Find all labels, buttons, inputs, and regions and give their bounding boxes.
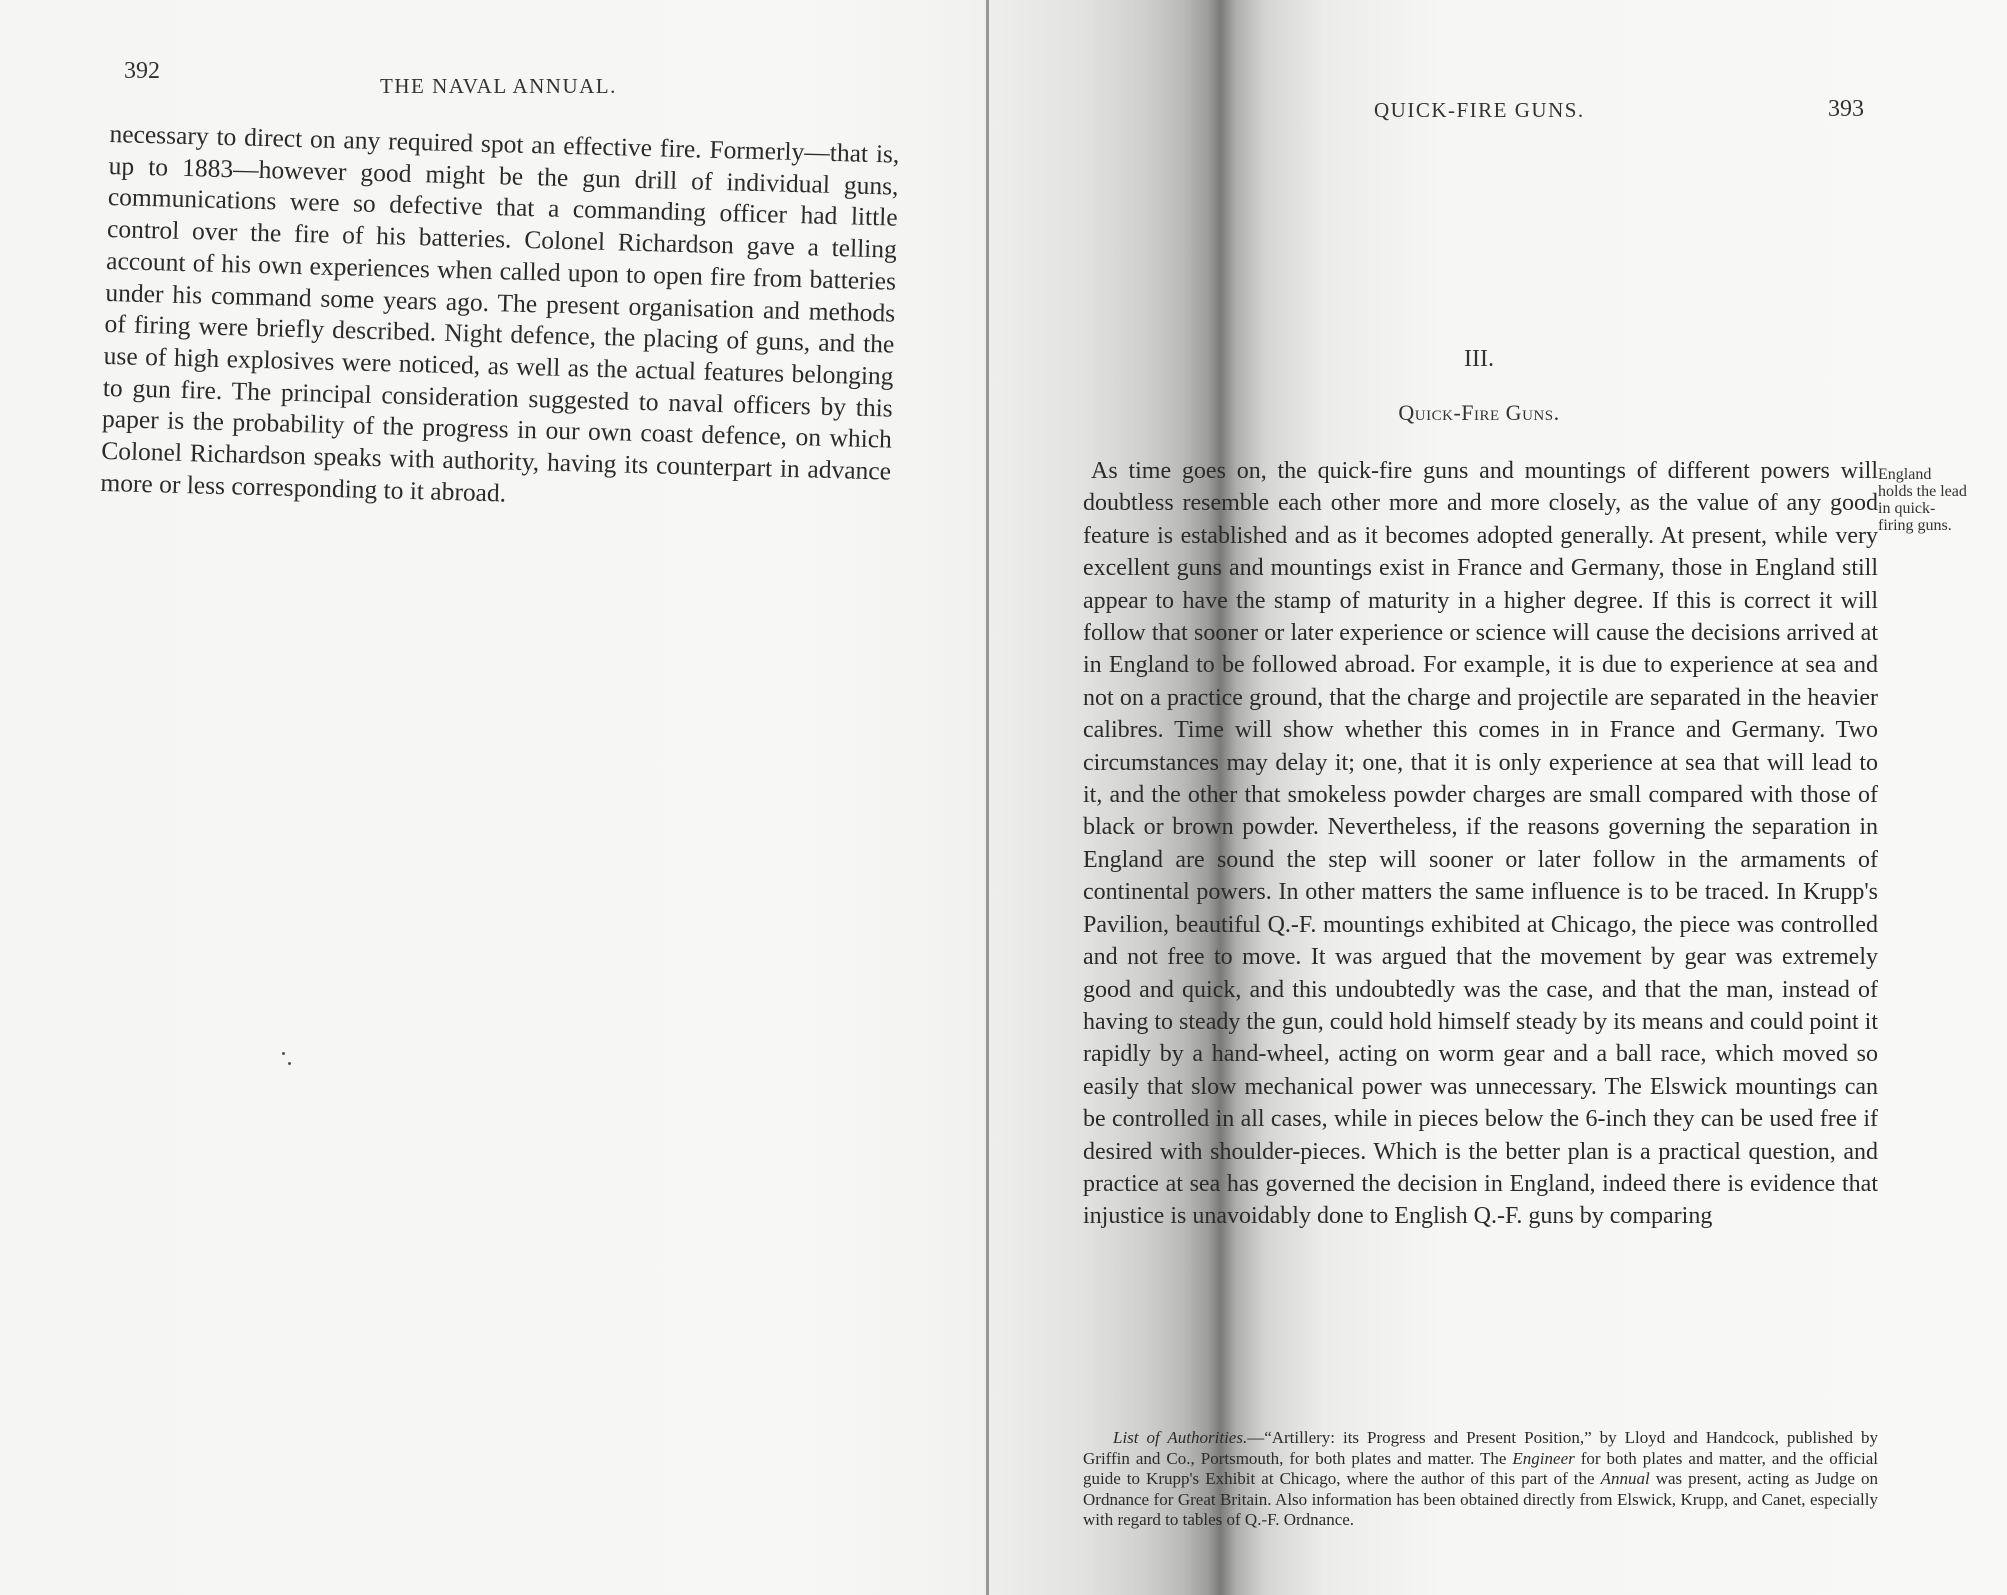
left-page [0,0,960,1595]
page-speck [288,1062,291,1065]
footnote-text-1: —“Artillery: its Progress and Present Position,” by Lloyd and Handcock, published by Griffin and Co., Portsmouth, for both plates and matter. The [1083,1428,1878,1468]
footnote-annual: Annual [1600,1469,1650,1488]
margin-note: England holds the lead in quick-firing guns. [1878,466,1967,534]
page-speck [282,1052,285,1055]
right-running-head: QUICK-FIRE GUNS. [1374,98,1585,122]
left-body-text: necessary to direct on any required spot an effective fire. Formerly—that is, up to 1883—however good might be the gun drill of individual guns, communications were so defective that a commanding officer had little control over the fire of his batteries. Colonel Richardson gave a telling account of his own experiences when called upon to open fire from batteries under his command some years ago. The present organisation and methods of firing were briefly described. Night defence, the placing of guns, and the use of high explosives were noticed, as well as the actual features belonging to gun fire. The principal consideration suggested to naval officers by this paper is the probability of the progress in our own coast defence, on which Colonel Richardson speaks with authority, having its counterpart in advance more or less corresponding to it abroad. [100,118,900,508]
footnote-text-2: for both plates and matter, and the official guide to Krupp's Exhibit at Chicago, where the author of this part of the [1083,1448,1878,1488]
footnote [1083,1428,1878,1531]
left-running-head: THE NAVAL ANNUAL. [380,74,617,98]
right-body-text: As time goes on, the quick-fire guns and mountings of different powers will doubtless resemble each other more and more closely, as the value of any good feature is established and as it becomes adopted generally. At present, while very excellent guns and mountings exist in France and Germany, those in England still appear to have the stamp of maturity in a higher degree. If this is correct it will follow that sooner or later experience or science will cause the decisions arrived at in England to be followed abroad. For example, it is due to experience at sea and not on a practice ground, that the charge and projectile are separated in the heavier calibres. Time will show whether this comes in in France and Germany. Two circumstances may delay it; one, that it is only experience at sea that will lead to it, and the other that smokeless powder charges are small compared with those of black or brown powder. Nevertheless, if the reasons governing the separation in England are sound the step will sooner or later follow in the armaments of continental powers. In other matters the same influence is to be traced. In Krupp's Pavilion, beautiful Q.-F. mountings exhibited at Chicago, the piece was controlled and not free to move. It was argued that the movement by gear was extremely good and quick, and this undoubtedly was the case, and that the man, instead of having to steady the gun, could hold himself steady by its means and could point it rapidly by a hand-wheel, acting on worm gear and a ball race, which moved so easily that slow mechanical power was unnecessary. The Elswick mountings can be controlled in all cases, while in pieces below the 6-inch they can be used free if desired with shoulder-pieces. Which is the better plan is a practical question, and practice at sea has governed the decision in England, indeed there is evidence that injustice is unavoidably done to English Q.-F. guns by comparing [1083,458,1878,1230]
right-page [1010,0,2007,1595]
footnote-engineer: Engineer [1512,1448,1575,1468]
section-number: III. [1464,346,1494,372]
section-title: Quick-Fire Guns. [1398,400,1560,425]
right-page-number: 393 [1828,96,1864,122]
footnote-text-3: was present, acting as Judge on Ordnance for Great Britain. Also information has been obtained directly from Elswick, Krupp, and Canet, especially with regard to tables of Q.-F. Ordnance. [1083,1469,1878,1529]
left-page-number: 392 [124,58,160,84]
book-gutter [986,0,989,1595]
footnote-lead: List of Authorities. [1113,1428,1248,1447]
